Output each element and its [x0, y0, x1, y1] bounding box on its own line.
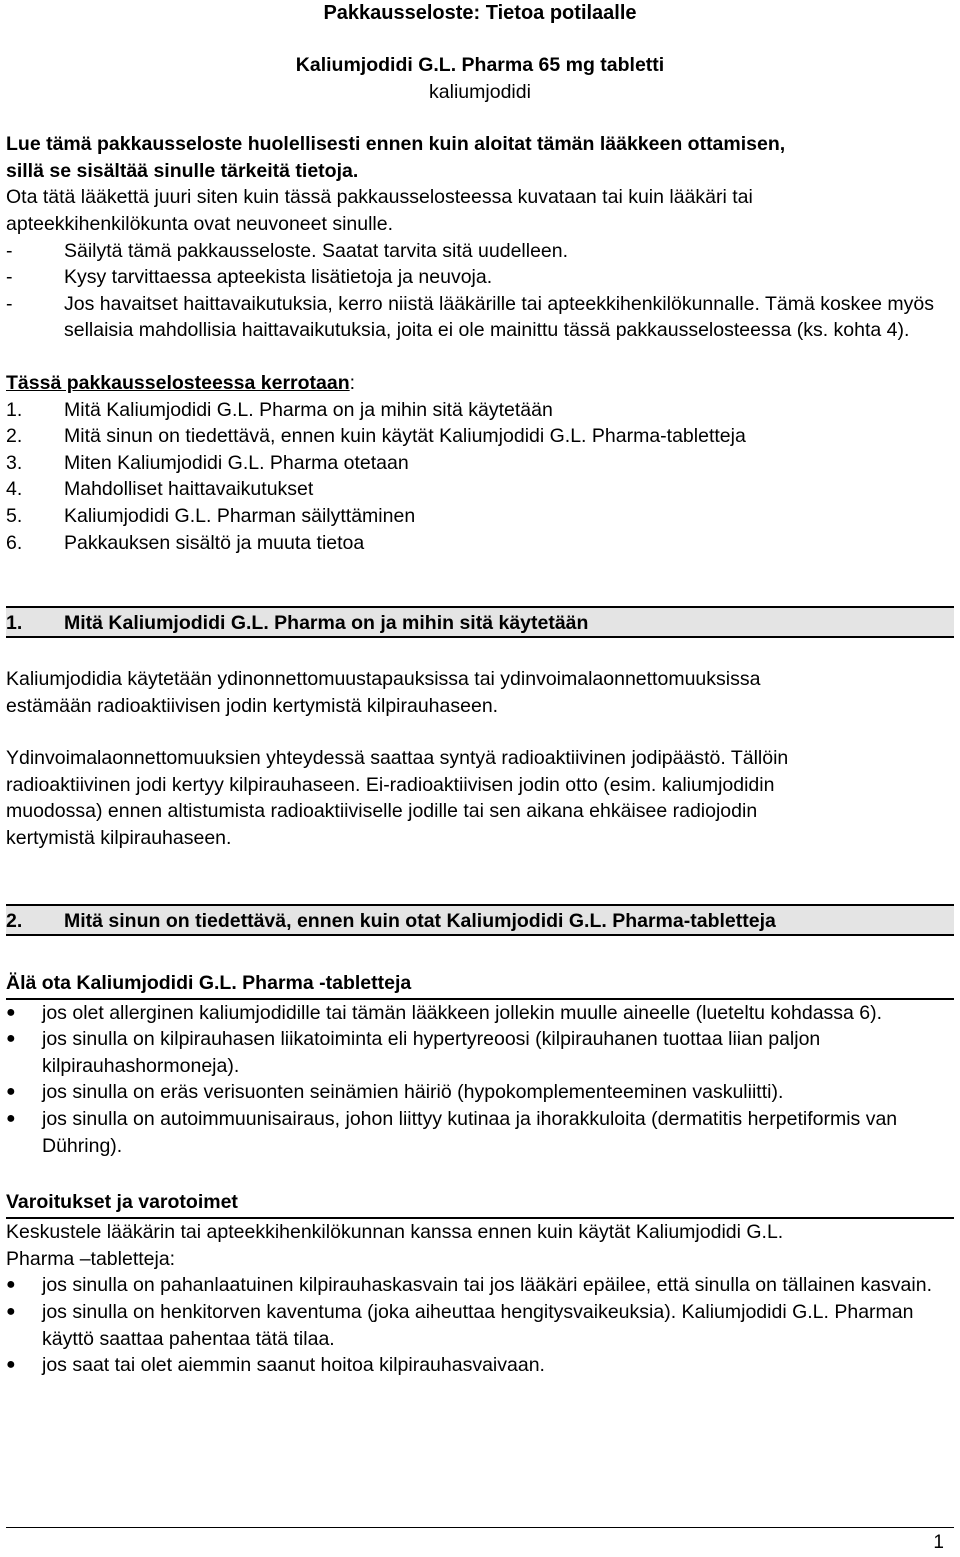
dash-item	[6, 264, 954, 291]
bullet-item	[6, 1000, 954, 1027]
section-title: Mitä sinun on tiedettävä, ennen kuin otat Kaliumjodidi G.L. Pharma-tabletteja	[64, 909, 776, 932]
dash-text: Kysy tarvittaessa apteekista lisätietoja ja neuvoja.	[64, 266, 493, 289]
para-line: Ydinvoimalaonnettomuuksien yhteydessä saattaa syntyä radioaktiivinen jodipäästö. Tällöin	[6, 747, 789, 770]
para-line: muodossa) ennen altistumista radioaktiiviselle jodille tai sen aikana ehkäisee radiojodin	[6, 800, 758, 823]
section-num: 1.	[6, 612, 23, 635]
bullet-item	[6, 1299, 954, 1352]
bullet-text: jos sinulla on kilpirauhasen liikatoiminta eli hypertyreoosi (kilpirauhanen tuottaa liian paljon kilpirauhashormoneja).	[42, 1028, 821, 1077]
intro-line: Ota tätä lääkettä juuri siten kuin tässä pakkausselosteessa kuvataan tai kuin lääkäri tai	[6, 186, 753, 209]
bullet-item	[6, 1106, 954, 1159]
toc-text: Mahdolliset haittavaikutukset	[64, 478, 314, 501]
footer-divider	[6, 1527, 954, 1528]
dash-item	[6, 238, 954, 265]
bullet-item	[6, 1272, 954, 1299]
dash-marker: -	[6, 239, 13, 262]
dash-marker: -	[6, 266, 13, 289]
bullet-item	[6, 1352, 954, 1379]
toc-item	[6, 476, 954, 503]
warnings-line: Pharma –tabletteja:	[6, 1247, 176, 1270]
toc-item	[6, 530, 954, 557]
bullet-icon: ●	[6, 1083, 16, 1101]
para-line: estämään radioaktiivisen jodin kertymistä kilpirauhaseen.	[6, 694, 499, 717]
toc-text: Kaliumjodidi G.L. Pharman säilyttäminen	[64, 504, 416, 527]
para-line: radioaktiivinen jodi kertyy kilpirauhaseen. Ei-radioaktiivisen jodin otto (esim. kaliumjodidin	[6, 773, 775, 796]
document-page	[6, 0, 954, 1553]
toc-text: Miten Kaliumjodidi G.L. Pharma otetaan	[64, 451, 409, 474]
toc-heading-text: Tässä pakkausselosteessa kerrotaan	[6, 371, 350, 394]
warnings-line: Keskustele lääkärin tai apteekkihenkilökunnan kanssa ennen kuin käytät Kaliumjodidi G.L.	[6, 1221, 784, 1244]
intro-line: apteekkihenkilökunta ovat neuvoneet sinulle.	[6, 212, 394, 235]
intro-bold-line: Lue tämä pakkausseloste huolellisesti ennen kuin aloitat tämän lääkkeen ottamisen,	[6, 133, 786, 156]
page-number: 1	[933, 1532, 944, 1553]
intro-block	[6, 131, 954, 344]
product-name: Kaliumjodidi G.L. Pharma 65 mg tabletti	[295, 54, 665, 76]
section-title: Mitä Kaliumjodidi G.L. Pharma on ja mihin sitä käytetään	[64, 612, 589, 635]
toc-heading	[6, 370, 954, 397]
toc-num: 2.	[6, 425, 23, 448]
para-line: kertymistä kilpirauhaseen.	[6, 827, 232, 850]
active-substance: kaliumjodidi	[429, 80, 531, 103]
toc-text: Mitä Kaliumjodidi G.L. Pharma on ja mihin sitä käytetään	[64, 398, 553, 421]
dash-item	[6, 291, 954, 344]
warnings-heading: Varoitukset ja varotoimet	[6, 1189, 954, 1219]
warnings-list	[6, 1272, 954, 1378]
do-not-take-heading: Älä ota Kaliumjodidi G.L. Pharma -tabletteja	[6, 970, 954, 1000]
bullet-text: jos sinulla on autoimmuunisairaus, johon liittyy kutinaa ja ihorakkuloita (dermatitis herpetiformis van Dühring).	[42, 1108, 898, 1157]
section-2-heading	[6, 904, 954, 936]
toc-text: Pakkauksen sisältö ja muuta tietoa	[64, 531, 365, 554]
toc-num: 6.	[6, 531, 23, 554]
bullet-icon: ●	[6, 1110, 16, 1128]
dash-text: Jos havaitset haittavaikutuksia, kerro niistä lääkärille tai apteekkihenkilökunnalle. Tämä koskee myös sellaisia mahdollisia haittavaikutuksia, joita ei ole mainittu tässä pakkausselosteessa (ks. kohta 4).	[64, 292, 934, 342]
section-1-para-1	[6, 666, 954, 719]
section-num: 2.	[6, 909, 23, 932]
leaflet-title: Pakkausseloste: Tietoa potilaalle	[323, 2, 637, 24]
bullet-text: jos saat tai olet aiemmin saanut hoitoa kilpirauhasvaivaan.	[42, 1354, 545, 1377]
bullet-icon: ●	[6, 1276, 16, 1294]
toc-num: 1.	[6, 398, 23, 421]
toc-item	[6, 423, 954, 450]
bullet-icon: ●	[6, 1303, 16, 1320]
bullet-text: jos olet allerginen kaliumjodidille tai tämän lääkkeen jollekin muulle aineelle (lueteltu kohdassa 6).	[42, 1001, 883, 1024]
toc-list	[6, 397, 954, 557]
toc-num: 5.	[6, 504, 23, 527]
intro-bold-line: sillä se sisältää sinulle tärkeitä tietoja.	[6, 159, 359, 182]
bullet-text: jos sinulla on henkitorven kaventuma (joka aiheuttaa hengitysvaikeuksia). Kaliumjodidi G.L. Pharman käyttö saattaa pahentaa tätä tilaa.	[42, 1301, 914, 1350]
toc-num: 3.	[6, 451, 23, 474]
bullet-text: jos sinulla on pahanlaatuinen kilpirauhaskasvain tai jos lääkäri epäilee, että sinulla on tällainen kasvain.	[42, 1274, 932, 1297]
toc-num: 4.	[6, 478, 23, 501]
bullet-item	[6, 1026, 954, 1079]
toc-heading-colon: :	[349, 371, 356, 394]
do-not-take-list	[6, 1000, 954, 1160]
bullet-icon: ●	[6, 1003, 16, 1021]
section-1-para-2	[6, 745, 954, 851]
toc-item	[6, 397, 954, 424]
section-1-heading	[6, 606, 954, 638]
para-line: Kaliumjodidia käytetään ydinonnettomuustapauksissa tai ydinvoimalaonnettomuuksissa	[6, 668, 761, 691]
bullet-text: jos sinulla on eräs verisuonten seinämien häiriö (hypokomplementeeminen vaskuliitti).	[42, 1081, 784, 1104]
bullet-icon: ●	[6, 1030, 16, 1048]
toc-text: Mitä sinun on tiedettävä, ennen kuin käytät Kaliumjodidi G.L. Pharma-tabletteja	[64, 425, 746, 448]
dash-marker: -	[6, 292, 13, 315]
toc-item	[6, 503, 954, 530]
bullet-icon: ●	[6, 1356, 16, 1374]
bullet-item	[6, 1079, 954, 1106]
dash-text: Säilytä tämä pakkausseloste. Saatat tarvita sitä uudelleen.	[64, 239, 569, 262]
toc-item	[6, 450, 954, 477]
